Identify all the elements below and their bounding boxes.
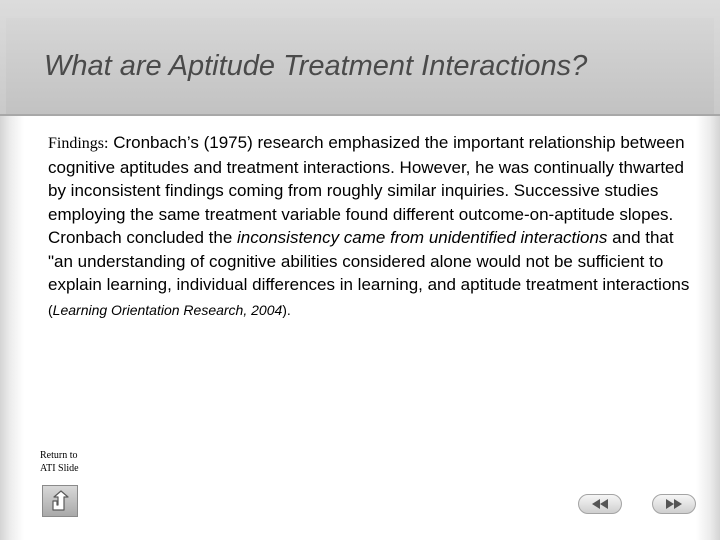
conclusion-rest: and that "an understanding of cognitive abilities considered alone would not be sufficient to explain learning, individual differences in learning, and aptitude treatment interactions (48, 228, 690, 294)
return-arrow-icon (48, 489, 72, 513)
return-button[interactable] (42, 485, 78, 517)
title-divider (0, 114, 720, 116)
rewind-icon (589, 499, 611, 509)
conclusion-start: Cronbach concluded the (48, 228, 238, 247)
title-bar (0, 0, 720, 116)
findings-text: Cronbach’s (1975) research emphasized the important relationship between cognitive aptitudes and treatment interactions. However, he was continually thwarted by inconsistent findings coming from roughly similar inquiries. Successive studies employing the same treatment variable found different outcome-on-aptitude slopes. (48, 133, 685, 224)
slide-title: What are Aptitude Treatment Interactions? (44, 50, 588, 82)
fast-forward-icon (663, 499, 685, 509)
paragraph-findings (48, 131, 696, 226)
return-label-line1: Return to (40, 450, 78, 461)
return-label-line2: ATI Slide (40, 463, 79, 474)
return-link-label[interactable] (40, 449, 100, 475)
paragraph-conclusion (48, 226, 696, 322)
conclusion-emphasis: inconsistency came from unidentified interactions (237, 228, 608, 247)
previous-slide-button[interactable] (578, 494, 622, 514)
slide-body (48, 131, 696, 322)
citation-source: Learning Orientation Research, 2004 (52, 301, 283, 318)
next-slide-button[interactable] (652, 494, 696, 514)
citation-open: ( (48, 301, 53, 318)
findings-label: Findings: (48, 135, 109, 152)
citation-close: ). (282, 301, 291, 318)
